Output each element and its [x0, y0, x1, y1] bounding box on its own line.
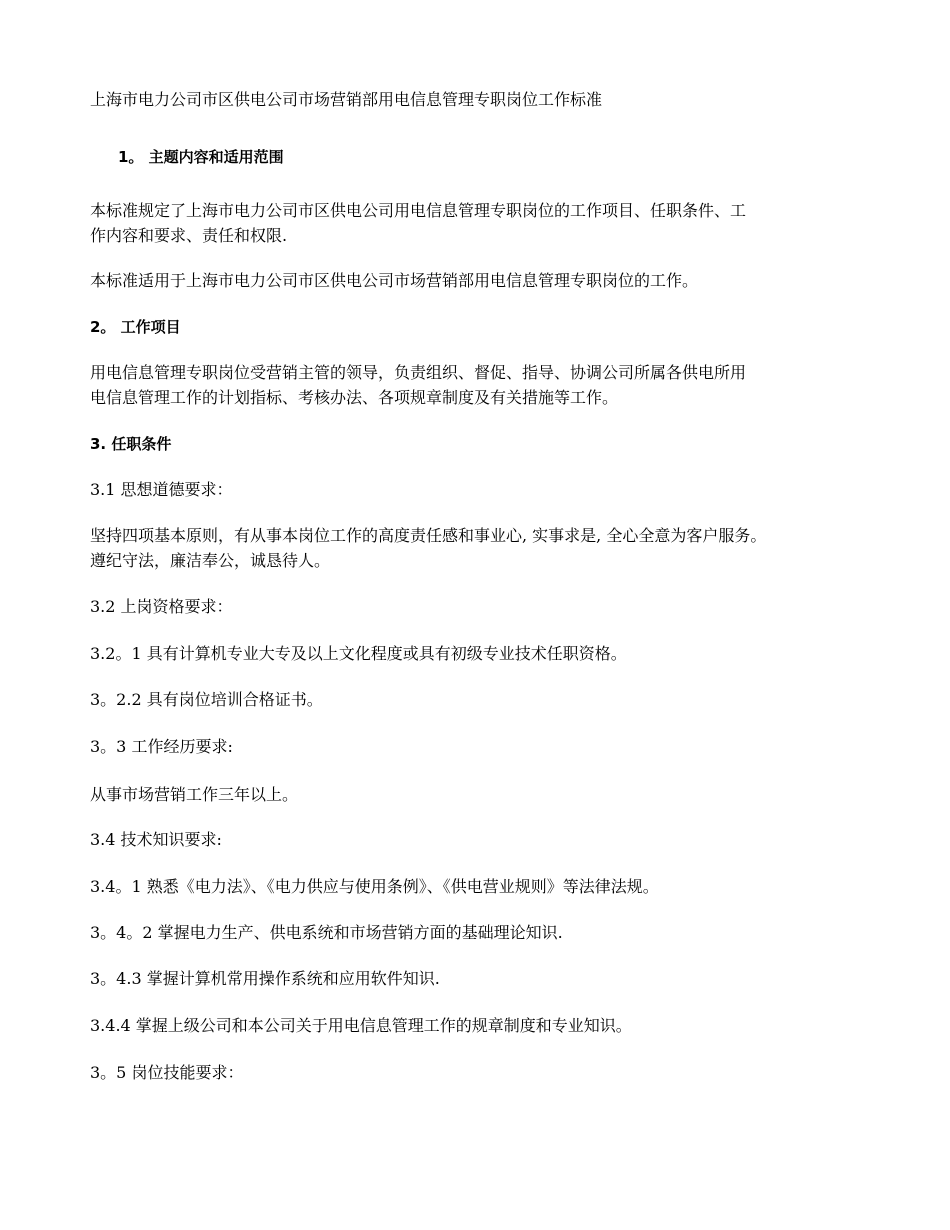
section-3-1-label: 3.1 思想道德要求：: [90, 480, 233, 499]
section-3-3-text: 从事市场营销工作三年以上。: [90, 785, 299, 804]
section-1-heading: 1。 主题内容和适用范围: [118, 148, 284, 166]
section-3-5-label: 3。5 岗位技能要求：: [90, 1063, 244, 1082]
section-3-heading: 3. 任职条件: [90, 435, 172, 453]
section-2-paragraph-line-1: 用电信息管理专职岗位受营销主管的领导，负责组织、督促、指导、协调公司所属各供电所用: [90, 363, 747, 382]
section-3-1-line-1: 坚持四项基本原则，有从事本岗位工作的高度责任感和事业心, 实事求是, 全心全意为客户服务。: [90, 526, 767, 545]
section-3-2-1: 3.2。1 具有计算机专业大专及以上文化程度或具有初级专业技术任职资格。: [90, 644, 627, 663]
section-3-4-1: 3.4。1 熟悉《电力法》、《电力供应与使用条例》、《供电营业规则》等法律法规。: [90, 877, 659, 896]
section-3-4-3: 3。4.3 掌握计算机常用操作系统和应用软件知识.: [90, 969, 440, 988]
section-3-4-2: 3。4。2 掌握电力生产、供电系统和市场营销方面的基础理论知识.: [90, 923, 563, 942]
section-3-3-label: 3。3 工作经历要求:: [90, 737, 233, 756]
section-3-4-4: 3.4.4 掌握上级公司和本公司关于用电信息管理工作的规章制度和专业知识。: [90, 1016, 632, 1035]
section-3-2-label: 3.2 上岗资格要求：: [90, 597, 233, 616]
section-1-paragraph-2: 本标准适用于上海市电力公司市区供电公司市场营销部用电信息管理专职岗位的工作。: [90, 271, 699, 290]
section-3-2-2: 3。2.2 具有岗位培训合格证书。: [90, 690, 323, 709]
section-1-paragraph-1-line-1: 本标准规定了上海市电力公司市区供电公司用电信息管理专职岗位的工作项目、任职条件、工: [90, 201, 747, 220]
section-3-1-line-2: 遵纪守法，廉洁奉公，诚恳待人。: [90, 551, 331, 570]
document-title: 上海市电力公司市区供电公司市场营销部用电信息管理专职岗位工作标准: [90, 90, 603, 109]
section-2-heading: 2。 工作项目: [90, 318, 181, 336]
section-1-paragraph-1-line-2: 作内容和要求、责任和权限.: [90, 226, 288, 245]
section-3-4-label: 3.4 技术知识要求:: [90, 830, 222, 849]
section-2-paragraph-line-2: 电信息管理工作的计划指标、考核办法、各项规章制度及有关措施等工作。: [90, 388, 619, 407]
